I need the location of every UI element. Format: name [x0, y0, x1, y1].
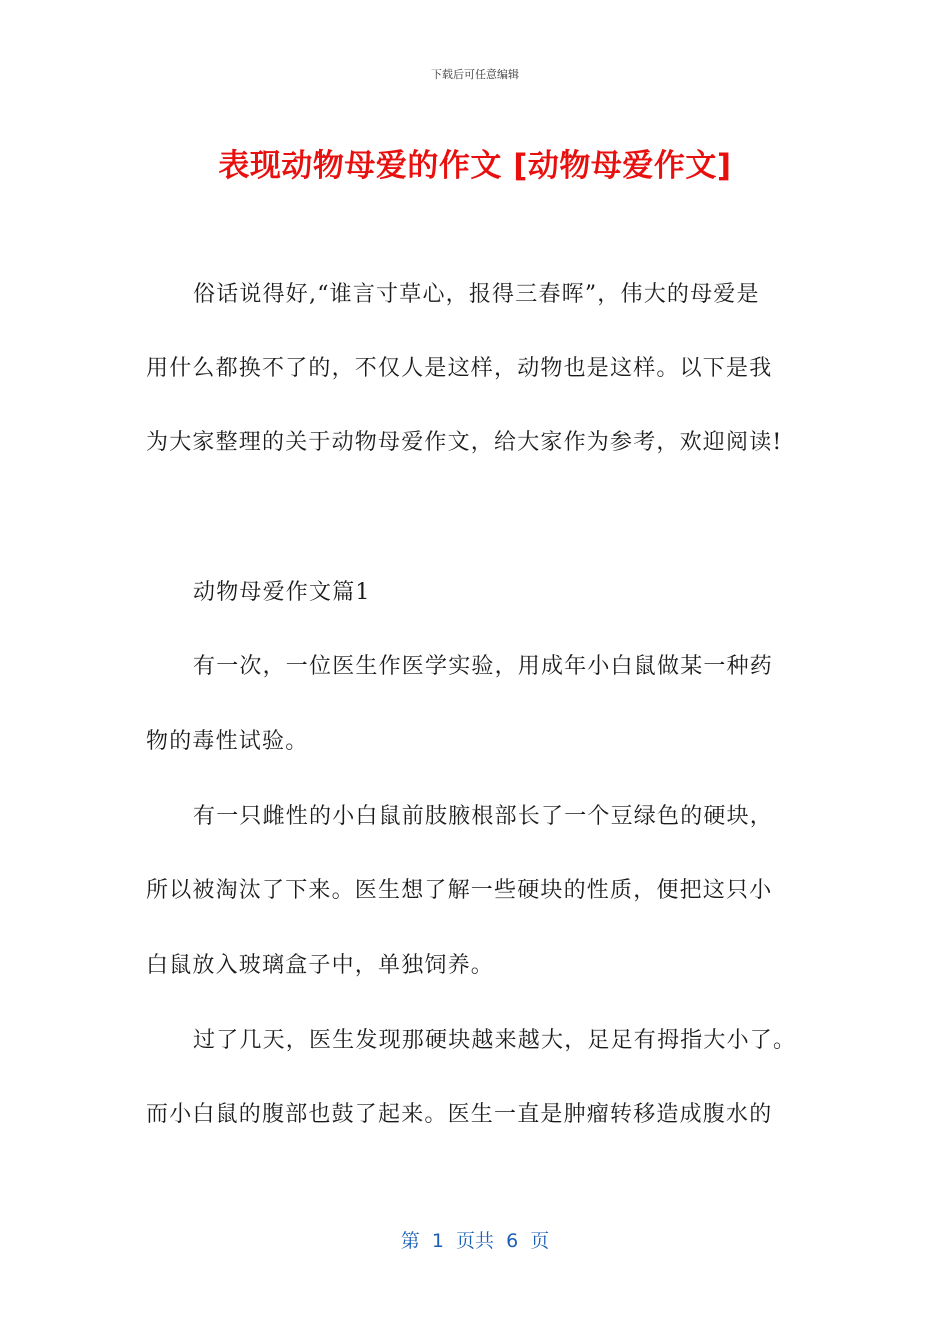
section-heading: 动物母爱作文篇1	[193, 580, 371, 605]
document-title: 表现动物母爱的作文 [动物母爱作文]	[218, 148, 732, 184]
body-line-11: 而小白鼠的腹部也鼓了起来。医生一直是肿瘤转移造成腹水的	[146, 1102, 773, 1127]
body-line-3: 为大家整理的关于动物母爱作文，给大家作为参考，欢迎阅读!	[146, 430, 783, 455]
body-line-7: 有一只雌性的小白鼠前肢腋根部长了一个豆绿色的硬块，	[193, 804, 774, 829]
body-line-5: 有一次，一位医生作医学实验，用成年小白鼠做某一种药	[193, 654, 774, 679]
page-header: 下载后可任意编辑	[431, 68, 519, 81]
page-footer: 第 1 页共 6 页	[400, 1230, 550, 1252]
body-line-2: 用什么都换不了的，不仅人是这样，动物也是这样。以下是我	[146, 356, 773, 381]
body-line-10: 过了几天，医生发现那硬块越来越大，足足有拇指大小了。	[193, 1028, 797, 1053]
body-line-1: 俗话说得好,“谁言寸草心，报得三春晖”，伟大的母爱是	[193, 282, 760, 307]
body-line-9: 白鼠放入玻璃盒子中，单独饲养。	[146, 953, 495, 978]
body-line-8: 所以被淘汰了下来。医生想了解一些硬块的性质，便把这只小	[146, 878, 773, 903]
body-line-6: 物的毒性试验。	[146, 729, 309, 754]
